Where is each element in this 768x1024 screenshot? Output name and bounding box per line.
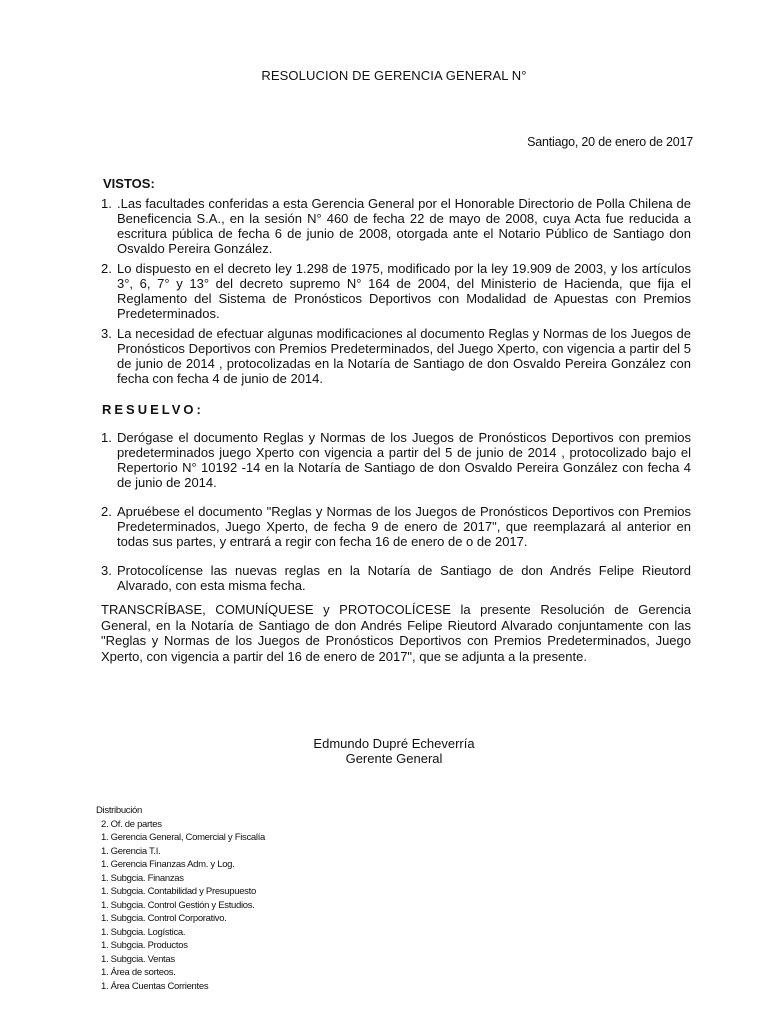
- vistos-item: [101, 326, 691, 386]
- item-number: 3.: [101, 326, 112, 341]
- vistos-item: [101, 196, 691, 256]
- document-title: RESOLUCION DE GERENCIA GENERAL N°: [261, 68, 527, 83]
- distribution-item: 1. Subgcia. Control Corporativo.: [101, 913, 227, 924]
- item-number: 1.: [101, 430, 112, 445]
- distribution-item: 1. Subgcia. Ventas: [101, 953, 175, 965]
- closing-paragraph: TRANSCRÍBASE, COMUNÍQUESE y PROTOCOLÍCESE la presente Resolución de Gerencia General, en la Notaría de Santiago de don Andrés Felipe Rieutord Alvarado conjuntamente con las "Reglas y Normas de los Juegos de Pronósticos Deportivos con Premios Predeterminados, Juego Xperto, con vigencia a partir del 16 de enero de 2017", que se adjunta a la presente.: [101, 602, 691, 664]
- distribution-item: 1. Subgcia. Contabilidad y Presupuesto: [101, 886, 256, 897]
- item-text: La necesidad de efectuar algunas modificaciones al documento Reglas y Normas de los Juegos de Pronósticos Deportivos con Premios Predeterminados, del Juego Xperto, con vigencia a partir del 5 de junio de 2014 , protocolizadas en la Notaría de Santiago de don Osvaldo Pereira González con fecha con fecha 4 de junio de 2014.: [117, 326, 691, 386]
- item-number: 2.: [101, 504, 112, 519]
- item-text: Protocolícense las nuevas reglas en la Notaría de Santiago de don Andrés Felipe Rieutord Alvarado, con esta misma fecha.: [117, 563, 691, 593]
- resuelvo-list: [101, 430, 691, 593]
- distribution-item: 1. Subgcia. Finanzas: [101, 872, 184, 884]
- item-number: 3.: [101, 563, 112, 578]
- resuelvo-item: [101, 504, 691, 549]
- item-number: 2.: [101, 261, 112, 276]
- signatory-name: Edmundo Dupré Echeverría: [313, 736, 475, 751]
- distribution-heading: Distribución: [96, 805, 143, 816]
- vistos-list: [101, 196, 691, 386]
- item-number: 1.: [101, 196, 112, 211]
- item-text: Derógase el documento Reglas y Normas de los Juegos de Pronósticos Deportivos con premios predeterminados juego Xperto con vigencia a partir del 5 de junio de 2014 , protocolizado bajo el Repertorio N° 10192 -14 en la Notaría de Santiago de don Osvaldo Pereira González con fecha 4 de junio de 2014.: [117, 430, 691, 490]
- resuelvo-item: [101, 563, 691, 593]
- distribution-item: 1. Gerencia General, Comercial y Fiscalía: [101, 832, 266, 843]
- vistos-heading: VISTOS:: [103, 176, 155, 191]
- vistos-item: [101, 261, 691, 321]
- distribution-item: 1. Gerencia Finanzas Adm. y Log.: [101, 859, 235, 870]
- item-text: Lo dispuesto en el decreto ley 1.298 de 1975, modificado por la ley 19.909 de 2003, y los artículos 3°, 6, 7° y 13° del decreto supremo N° 164 de 2004, del Ministerio de Hacienda, que fija el Reglamento del Sistema de Pronósticos Deportivos con Modalidad de Apuestas con Premios Predeterminados.: [117, 261, 691, 321]
- resuelvo-heading: RESUELVO:: [102, 402, 204, 417]
- distribution-item: 1. Subgcia. Logística.: [101, 926, 186, 938]
- item-text: .Las facultades conferidas a esta Gerencia General por el Honorable Directorio de Polla Chilena de Beneficencia S.A., en la sesión N° 460 de fecha 22 de mayo de 2008, cuya Acta fue reducida a escritura pública de fecha 6 de junio de 2008, otorgada ante el Notario Público de Santiago don Osvaldo Pereira González.: [117, 196, 691, 256]
- distribution-item: 1. Área Cuentas Corrientes: [101, 980, 209, 992]
- document-date: Santiago, 20 de enero de 2017: [527, 135, 693, 149]
- distribution-item: 1. Gerencia T.I.: [101, 845, 161, 857]
- distribution-item: 2. Of. de partes: [101, 818, 162, 830]
- resuelvo-item: [101, 430, 691, 490]
- distribution-item: 1. Subgcia. Productos: [101, 940, 188, 951]
- item-text: Apruébese el documento "Reglas y Normas de los Juegos de Pronósticos Deportivos con Premios Predeterminados, Juego Xperto, de fecha 9 de enero de 2017", que reemplazará al anterior en todas sus partes, y entrará a regir con fecha 16 de enero de o de 2017.: [117, 504, 691, 549]
- distribution-list: [96, 804, 265, 993]
- distribution-item: 1. Área de sorteos.: [101, 967, 176, 978]
- signature-block: [254, 736, 534, 766]
- signatory-role: Gerente General: [345, 751, 443, 766]
- distribution-item: 1. Subgcia. Control Gestión y Estudios.: [101, 899, 255, 911]
